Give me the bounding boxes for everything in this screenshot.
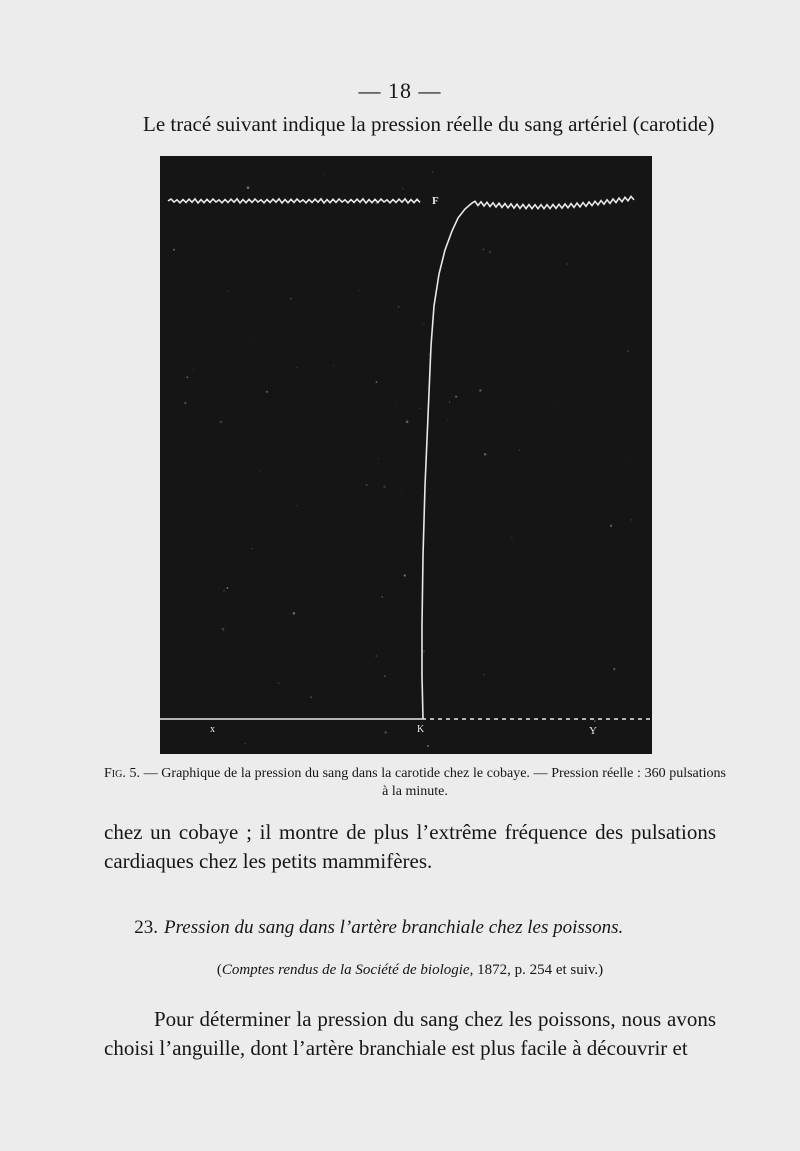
speckle-dot <box>184 402 186 404</box>
speckle-dot <box>383 485 386 488</box>
speckle-dot <box>278 682 280 684</box>
bibliographic-reference <box>0 960 800 980</box>
section-number: 23. <box>134 917 158 938</box>
speckle-dot <box>366 484 368 486</box>
speckle-dot <box>223 589 225 591</box>
paragraph-line: chez un cobaye ; il montre de plus l’extrême fréquence des pulsations <box>104 820 716 844</box>
speckle-dot <box>359 290 360 291</box>
speckle-dot <box>253 338 254 339</box>
pressure-trace-figure <box>160 156 652 754</box>
speckle-dot <box>398 306 399 307</box>
speckle-dot <box>630 463 631 464</box>
speckle-dot <box>384 731 387 734</box>
speckle-dot <box>292 726 293 727</box>
speckle-dot <box>598 495 599 496</box>
figure-background <box>160 156 652 754</box>
label-k: K <box>417 724 425 735</box>
paragraph-fish: Pour déterminer la pression du sang chez les poissons, nous avons choisi l’anguille, dont l’artère branchiale est plus facile à découvrir et <box>104 1007 716 1060</box>
speckle-dot <box>323 174 324 175</box>
speckle-dot <box>376 381 378 383</box>
figure-caption-text: — Graphique de la pression du sang dans la carotide chez le cobaye. — Pression réelle : 360 pulsations à la minute. <box>140 766 727 799</box>
reference-journal: Comptes rendus de la Société de biologie <box>221 962 470 978</box>
speckle-dot <box>613 668 615 670</box>
speckle-dot <box>296 367 297 368</box>
speckle-dot <box>186 376 188 378</box>
speckle-dot <box>247 186 250 189</box>
paragraph-guinea-pig <box>104 818 716 876</box>
speckle-dot <box>423 323 424 324</box>
figure-number: Fig. 5. <box>104 766 140 781</box>
speckle-dot <box>378 458 379 459</box>
speckle-dot <box>402 188 403 189</box>
speckle-dot <box>449 401 450 402</box>
speckle-dot <box>251 548 252 549</box>
speckle-dot <box>482 248 484 250</box>
speckle-dot <box>382 596 383 597</box>
speckle-dot <box>547 239 548 240</box>
pressure-trace-graphic <box>160 156 652 754</box>
speckle-dot <box>333 366 334 367</box>
speckle-dot <box>220 421 223 424</box>
speckle-dot <box>259 471 260 472</box>
speckle-dot <box>395 404 396 405</box>
speckle-dot <box>448 420 449 421</box>
speckle-dot <box>310 696 312 698</box>
speckle-dot <box>375 655 377 657</box>
speckle-dot <box>519 450 520 451</box>
speckle-dot <box>406 420 409 423</box>
speckle-dot <box>226 587 228 589</box>
speckle-dot <box>199 681 200 682</box>
speckle-dot <box>511 537 512 538</box>
speckle-dot <box>266 391 268 393</box>
section-title: Pression du sang dans l’artère branchiale chez les poissons. <box>164 917 624 938</box>
page-number: — 18 — <box>358 78 442 103</box>
intro-sentence: Le tracé suivant indique la pression réelle du sang artériel (carotide) <box>143 112 715 136</box>
speckle-dot <box>627 350 629 352</box>
speckle-dot <box>384 675 386 677</box>
label-y: Y <box>589 725 597 737</box>
speckle-dot <box>401 491 402 492</box>
speckle-dot <box>193 369 194 370</box>
label-f: F <box>432 195 439 207</box>
speckle-dot <box>427 745 429 747</box>
figure-caption <box>104 765 726 801</box>
speckle-dot <box>429 354 430 355</box>
section-heading <box>104 915 716 941</box>
speckle-dot <box>173 249 175 251</box>
speckle-dot <box>293 612 295 614</box>
speckle-dot <box>244 743 246 745</box>
speckle-dot <box>479 389 481 391</box>
speckle-dot <box>296 505 297 506</box>
speckle-dot <box>553 402 554 403</box>
speckle-dot <box>455 395 457 397</box>
speckle-dot <box>244 180 245 181</box>
speckle-dot <box>594 720 595 721</box>
label-x: x <box>210 724 215 735</box>
speckle-dot <box>404 574 406 576</box>
speckle-dot <box>484 453 487 456</box>
paragraph-line: cardiaques chez les petits mammifères. <box>104 849 433 873</box>
speckle-dot <box>423 650 425 652</box>
speckle-dot <box>432 172 433 173</box>
speckle-dot <box>567 263 568 264</box>
speckle-dot <box>489 251 491 253</box>
speckle-dot <box>631 519 632 520</box>
speckle-dot <box>290 297 292 299</box>
speckle-dot <box>484 674 485 675</box>
speckle-dot <box>222 628 225 631</box>
speckle-dot <box>228 290 230 292</box>
speckle-dot <box>610 525 612 527</box>
speckle-dot <box>419 408 420 409</box>
reference-details: , 1872, p. 254 et suiv.) <box>469 962 604 978</box>
reference-open-paren: ( <box>216 962 222 978</box>
